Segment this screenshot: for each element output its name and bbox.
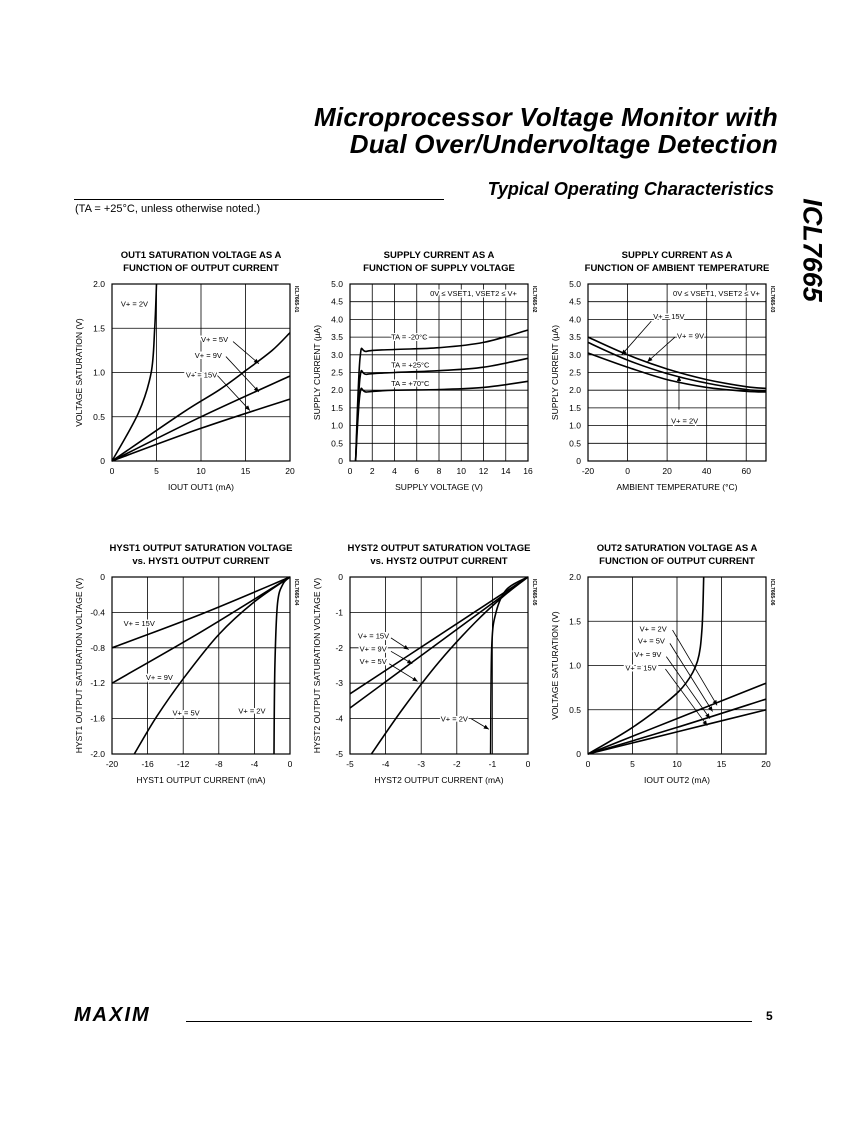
chart4-series-line: [134, 577, 290, 754]
section-title: Typical Operating Characteristics: [487, 179, 774, 199]
chart6-ytick-label: 0: [576, 749, 581, 759]
chart3-ytick-label: 4.5: [569, 296, 581, 307]
chart1-ytick-label: 0.5: [93, 411, 105, 422]
chart2-xtick-label: 8: [436, 466, 442, 476]
chart1-annotation: V+ = 15V: [185, 370, 218, 380]
chart2-xtick-label: 12: [478, 466, 489, 476]
chart5-xtick-label: -3: [417, 759, 425, 769]
page-footer: [74, 1004, 784, 1028]
chart3-xtick-label: 40: [701, 466, 712, 476]
chart3-annotation: 0V ≤ VSET1, VSET2 ≤ V+: [673, 288, 760, 298]
chart4-series-line: [112, 577, 290, 683]
chart3-annotation: V+ = 2V: [671, 416, 699, 426]
chart2-annotation: 0V ≤ VSET1, VSET2 ≤ V+: [430, 288, 517, 298]
chart3-ytick-label: 3.5: [569, 332, 581, 343]
chart4-ytick-label: -1.6: [90, 713, 105, 724]
chart1-xtick-label: 15: [240, 466, 251, 476]
chart4-ytick-label: 0: [100, 572, 105, 582]
chart2-xlabel: SUPPLY VOLTAGE (V): [395, 482, 483, 492]
chart2-ytick-label: 0.5: [331, 438, 343, 449]
chart6-annotation: V+ = 2V: [639, 624, 667, 634]
chart5-ytick-label: -5: [335, 749, 343, 759]
chart3-ytick-label: 4.0: [569, 314, 581, 325]
chart3-xtick-label: 0: [625, 466, 630, 476]
chart4-xtick-label: 0: [287, 759, 293, 769]
chart3-ytick-label: 5.0: [569, 279, 581, 289]
chart2-annotation: TA = +70°C: [391, 379, 430, 389]
chart2-series-line: [356, 381, 528, 461]
section-heading: [74, 179, 774, 201]
chart4-frame: [112, 577, 290, 754]
chart4-xtick-label: -4: [250, 759, 259, 769]
section-rule: [74, 199, 444, 200]
chart2-ytick-label: 3.0: [331, 349, 343, 360]
chart3-ylabel: SUPPLY CURRENT (µA): [550, 324, 560, 421]
chart1-title-line: FUNCTION OF OUTPUT CURRENT: [123, 263, 279, 274]
chart5-arrow-head: [412, 677, 417, 682]
chart5-xtick-label: -1: [488, 759, 497, 769]
chart4-ytick-label: -2.0: [90, 749, 105, 759]
chart3-annotation-arrow: [622, 321, 652, 355]
chart5-xlabel: HYST2 OUTPUT CURRENT (mA): [374, 775, 504, 785]
chart2-ytick-label: 1.0: [331, 420, 343, 431]
chart2-ytick-label: 3.5: [331, 332, 343, 343]
chart5-xtick-label: 0: [525, 759, 531, 769]
chart6-annotation: V+ = 5V: [637, 636, 665, 646]
chart6-annotation-arrow: [673, 630, 718, 705]
chart1-code: ICL7665-01: [293, 286, 299, 313]
title-line-1: Microprocessor Voltage Monitor with: [314, 102, 778, 132]
chart4-ytick-label: -0.8: [90, 642, 105, 653]
chart1-xtick-label: 5: [154, 466, 159, 476]
chart2-xtick-label: 0: [347, 466, 353, 476]
chart1-xtick-label: 0: [109, 466, 115, 476]
chart2-xtick-label: 6: [414, 466, 420, 476]
chart5-annotation: V+ = 15V: [357, 631, 390, 641]
chart4-xlabel: HYST1 OUTPUT CURRENT (mA): [136, 775, 266, 785]
chart2-xtick-label: 10: [456, 466, 466, 476]
chart5-ytick-label: -2: [335, 642, 343, 653]
chart2-code: ICL7665-02: [531, 286, 537, 313]
chart1-ytick-label: 1.0: [93, 367, 105, 378]
chart2-ylabel: SUPPLY CURRENT (µA): [312, 324, 322, 421]
chart5-code: ICL7665-05: [531, 579, 537, 606]
chart-supply-vs-temperature: [546, 244, 806, 504]
chart5-ytick-label: -1: [335, 607, 343, 618]
chart4-annotation: V+ = 2V: [238, 706, 266, 716]
chart5-title-line: HYST2 OUTPUT SATURATION VOLTAGE: [347, 543, 531, 554]
chart2-title-line: FUNCTION OF SUPPLY VOLTAGE: [363, 263, 515, 274]
chart1-xlabel: IOUT OUT1 (mA): [168, 482, 234, 492]
chart3-ytick-label: 0: [576, 456, 581, 466]
chart6-ylabel: VOLTAGE SATURATION (V): [550, 611, 560, 720]
chart4-xtick-label: -20: [105, 759, 119, 769]
chart-hyst2-saturation: [308, 537, 568, 797]
chart3-xtick-label: -20: [581, 466, 595, 476]
chart2-xtick-label: 14: [501, 466, 511, 476]
chart6-annotation-arrow: [666, 657, 710, 719]
chart1-annotation: V+ = 2V: [120, 299, 149, 309]
chart2-xtick-label: 4: [392, 466, 397, 476]
chart4-code: ICL7665-04: [293, 579, 299, 606]
chart5-arrow-head: [407, 659, 412, 663]
chart2-title-line: SUPPLY CURRENT AS A: [383, 250, 495, 261]
chart6-ytick-label: 2.0: [569, 572, 581, 582]
chart5-ylabel: HYST2 OUTPUT SATURATION VOLTAGE (V): [312, 577, 322, 754]
chart4-annotation: V+ = 5V: [172, 708, 200, 718]
chart6-annotation-arrow: [670, 643, 713, 711]
chart2-ytick-label: 4.0: [331, 314, 343, 325]
chart1-ytick-label: 1.5: [93, 323, 105, 334]
page-number: 5: [766, 1009, 773, 1023]
chart-hyst1-saturation: [70, 537, 330, 797]
chart6-xtick-label: 20: [761, 759, 771, 769]
chart3-ytick-label: 3.0: [569, 349, 581, 360]
chart6-code: ICL7665-06: [769, 579, 775, 606]
chart1-xtick-label: 10: [196, 466, 206, 476]
footer-rule: [186, 1021, 752, 1022]
chart1-annotation: V+ = 5V: [201, 334, 229, 344]
chart2-series-line: [356, 358, 528, 461]
chart3-xlabel: AMBIENT TEMPERATURE (°C): [616, 482, 738, 492]
maxim-logo: MAXIM: [74, 1004, 151, 1026]
chart6-annotation: V+ = 15V: [625, 663, 657, 673]
chart3-annotation-arrow: [647, 337, 675, 362]
chart6-ytick-label: 1.5: [569, 616, 581, 627]
chart4-ytick-label: -1.2: [90, 678, 105, 689]
chart1-annotation: V+ = 9V: [194, 350, 222, 360]
chart5-ytick-label: -4: [335, 713, 343, 724]
chart5-series-line: [371, 577, 528, 754]
chart2-ytick-label: 2.5: [331, 367, 343, 378]
chart1-title-line: OUT1 SATURATION VOLTAGE AS A: [120, 250, 282, 261]
chart2-ytick-label: 1.5: [331, 402, 343, 413]
chart4-ylabel: HYST1 OUTPUT SATURATION VOLTAGE (V): [74, 577, 84, 754]
chart2-ytick-label: 2.0: [331, 385, 343, 396]
chart3-ytick-label: 0.5: [569, 438, 581, 449]
chart5-xtick-label: -2: [453, 759, 461, 769]
chart5-ytick-label: 0: [338, 572, 343, 582]
chart6-arrow-head: [708, 706, 713, 711]
chart3-title-line: SUPPLY CURRENT AS A: [621, 250, 733, 261]
chart2-ytick-label: 4.5: [331, 296, 343, 307]
chart6-xtick-label: 15: [716, 759, 727, 769]
chart5-arrow-head: [403, 645, 408, 650]
chart3-xtick-label: 60: [741, 466, 751, 476]
chart6-xtick-label: 0: [585, 759, 591, 769]
chart3-annotation: V+ = 9V: [677, 331, 705, 341]
chart3-xtick-label: 20: [662, 466, 672, 476]
chart5-xtick-label: -5: [346, 759, 354, 769]
chart6-xtick-label: 10: [672, 759, 682, 769]
chart1-ytick-label: 2.0: [93, 279, 105, 289]
chart2-series-line: [356, 330, 528, 461]
chart3-ytick-label: 2.0: [569, 385, 581, 396]
chart2-ytick-label: 5.0: [331, 279, 343, 289]
chart5-annotation-arrow: [389, 664, 417, 682]
chart4-xtick-label: -12: [177, 759, 190, 769]
chart3-code: ICL7665-03: [769, 286, 775, 313]
chart4-ytick-label: -0.4: [90, 607, 105, 618]
chart6-annotation: V+ = 9V: [634, 649, 662, 659]
chart6-title-line: FUNCTION OF OUTPUT CURRENT: [599, 556, 755, 567]
chart4-annotation: V+ = 9V: [145, 673, 173, 683]
page-title: [314, 104, 778, 158]
chart2-annotation: TA = -20°C: [391, 332, 428, 342]
chart5-arrow-head: [483, 725, 488, 729]
chart6-ytick-label: 1.0: [569, 660, 581, 671]
chart2-ytick-label: 0: [338, 456, 343, 466]
chart2-annotation: TA = +25°C: [391, 360, 430, 370]
part-number: ICL7665: [797, 198, 828, 302]
chart-out1-saturation: [70, 244, 330, 504]
chart4-series-line: [274, 577, 290, 754]
chart1-xtick-label: 20: [285, 466, 295, 476]
chart6-title-line: OUT2 SATURATION VOLTAGE AS A: [596, 543, 758, 554]
chart4-title-line: HYST1 OUTPUT SATURATION VOLTAGE: [109, 543, 293, 554]
chart4-xtick-label: -8: [215, 759, 223, 769]
chart5-annotation: V+ = 5V: [359, 656, 387, 666]
chart5-xtick-label: -4: [381, 759, 390, 769]
chart3-ytick-label: 1.5: [569, 402, 581, 413]
chart3-title-line: FUNCTION OF AMBIENT TEMPERATURE: [584, 263, 770, 274]
title-line-2: Dual Over/Undervoltage Detection: [349, 129, 778, 159]
chart2-xtick-label: 16: [523, 466, 533, 476]
chart4-annotation: V+ = 15V: [123, 619, 155, 629]
chart4-title-line: vs. HYST1 OUTPUT CURRENT: [132, 556, 270, 567]
chart5-ytick-label: -3: [335, 678, 343, 689]
chart4-xtick-label: -16: [141, 759, 154, 769]
chart6-xlabel: IOUT OUT2 (mA): [644, 775, 710, 785]
chart-out2-saturation: [546, 537, 806, 797]
chart2-xtick-label: 2: [369, 466, 375, 476]
chart5-title-line: vs. HYST2 OUTPUT CURRENT: [370, 556, 508, 567]
chart1-ylabel: VOLTAGE SATURATION (V): [74, 318, 84, 427]
chart5-annotation: V+ = 9V: [359, 644, 387, 654]
conditions-note: (TA = +25°C, unless otherwise noted.): [75, 203, 261, 215]
chart3-annotation: V+ = 15V: [653, 311, 685, 321]
chart3-ytick-label: 1.0: [569, 420, 581, 431]
chart-supply-vs-voltage: [308, 244, 568, 504]
chart1-ytick-label: 0: [100, 456, 105, 466]
chart3-ytick-label: 2.5: [569, 367, 581, 378]
chart1-annotation-arrow: [233, 342, 259, 364]
chart6-ytick-label: 0.5: [569, 704, 581, 715]
chart5-annotation: V+ = 2V: [440, 714, 468, 724]
chart6-xtick-label: 5: [630, 759, 635, 769]
